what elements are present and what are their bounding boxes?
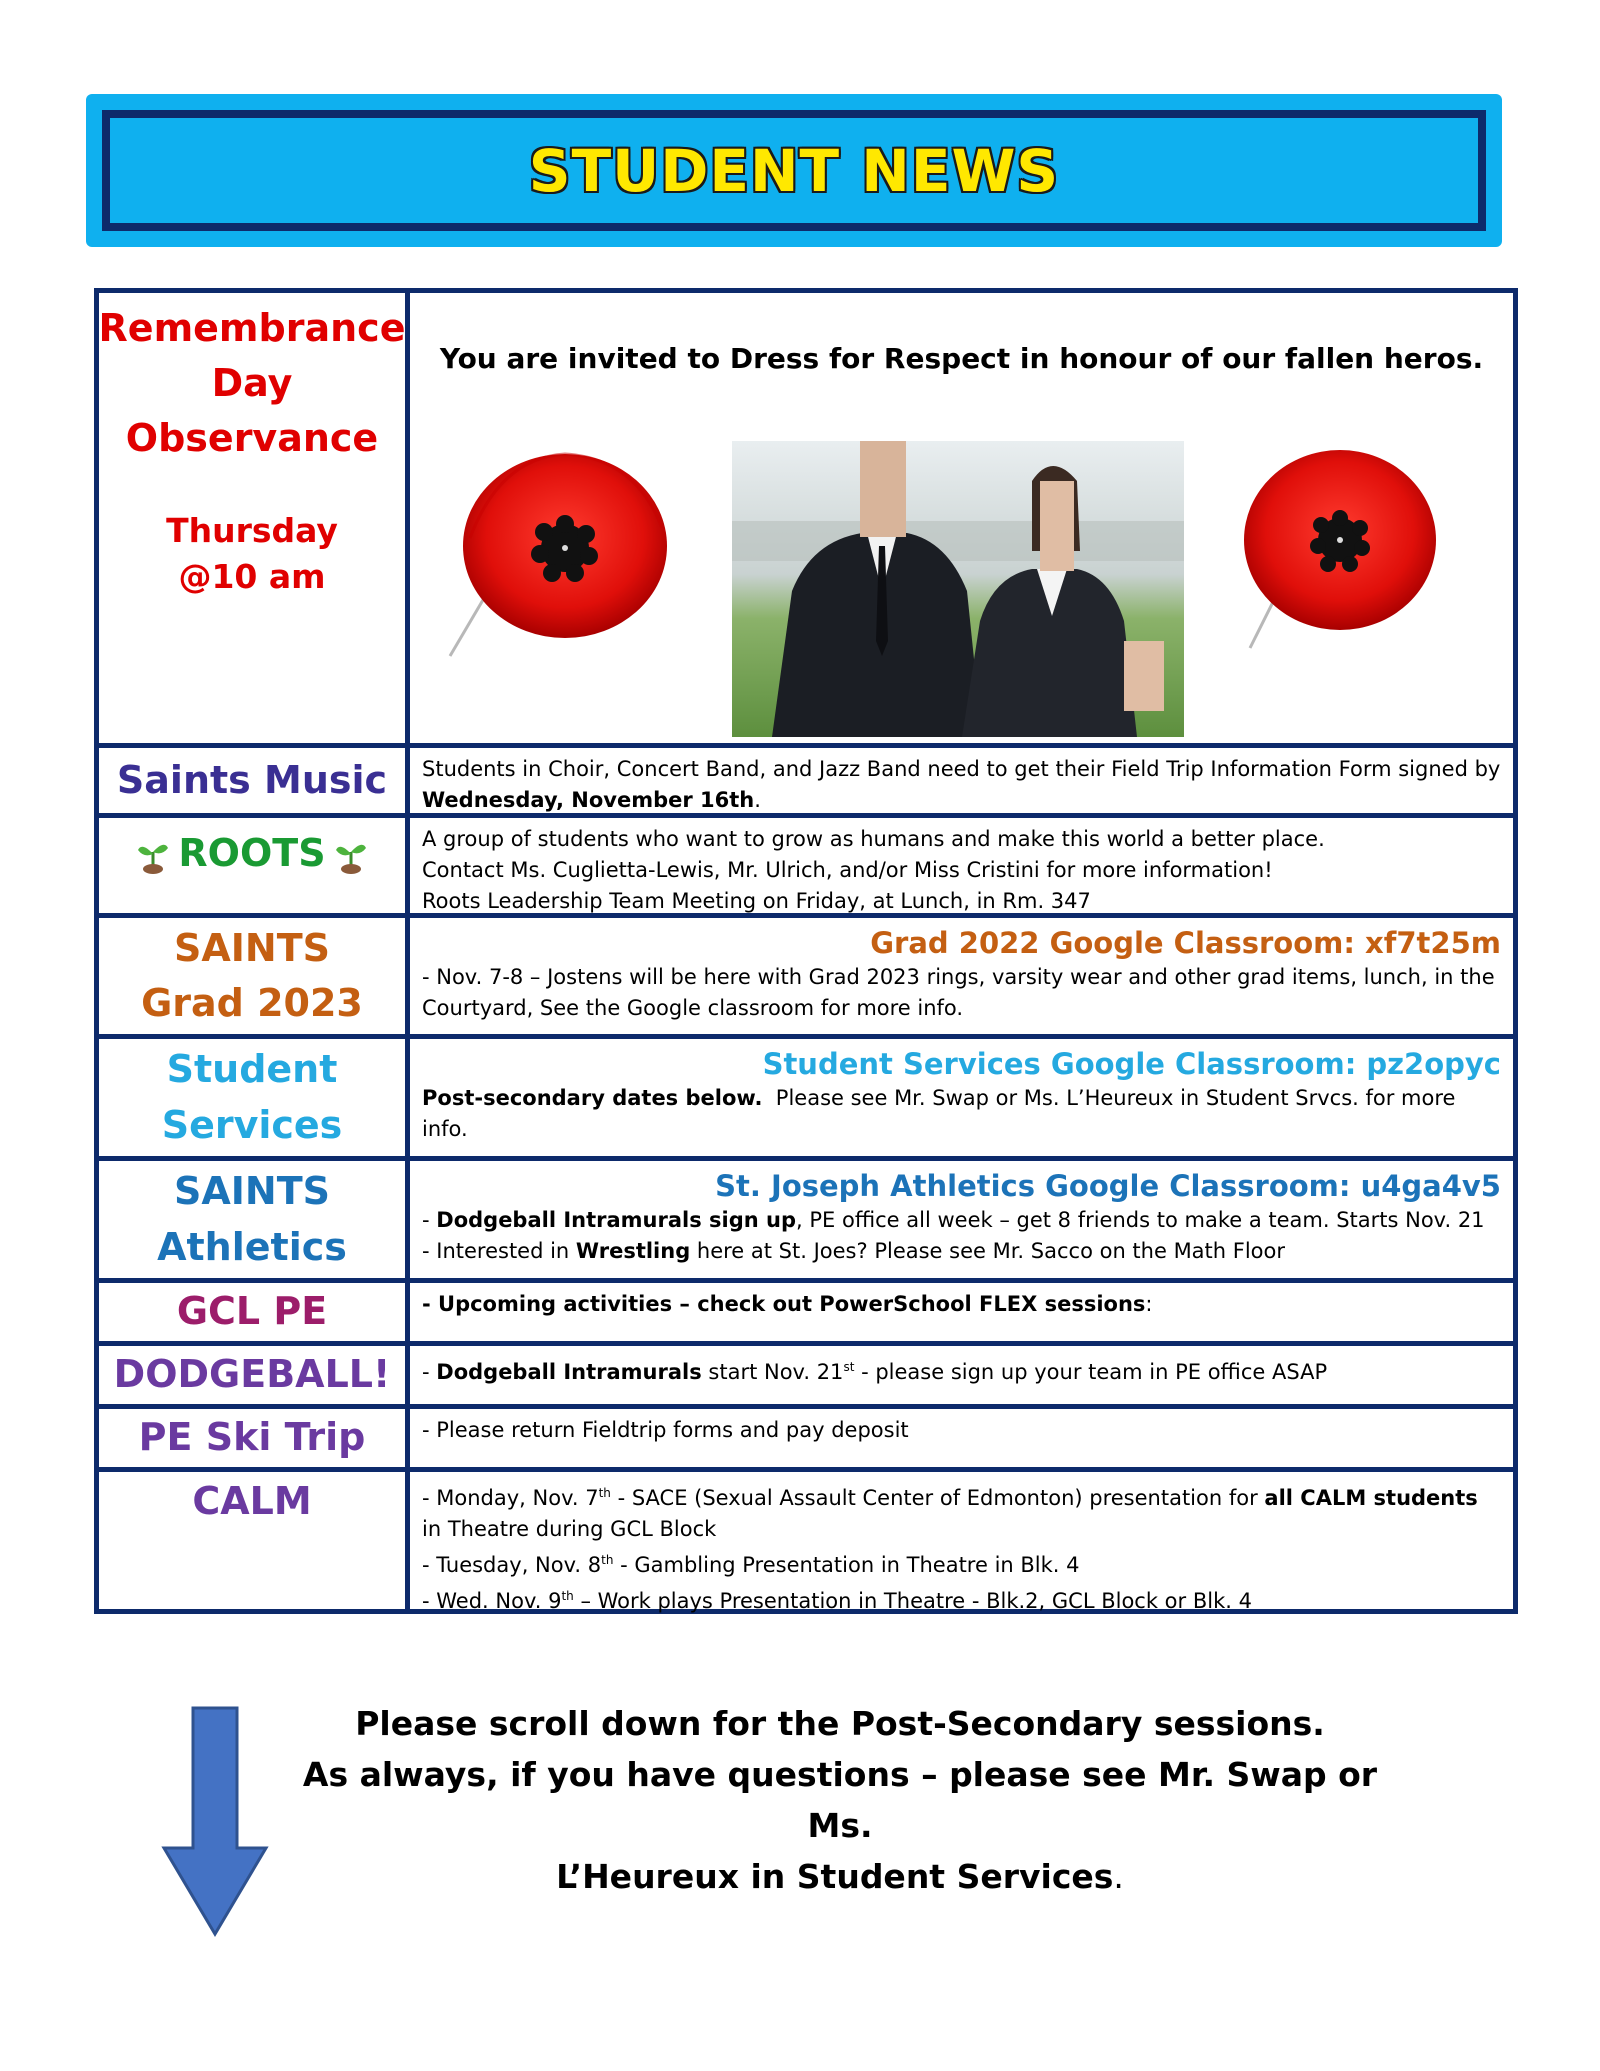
poppy-icon	[1220, 428, 1470, 678]
dodgeball-label: DODGEBALL!	[99, 1346, 410, 1404]
athletics-line-1-prefix: -	[422, 1208, 437, 1232]
row-athletics	[99, 1156, 1513, 1278]
athletics-line-2-prefix: - Interested in	[422, 1239, 576, 1263]
student-services-label-line-2: Services	[161, 1102, 343, 1147]
row-ski-trip	[99, 1404, 1513, 1467]
calm-line-1-sup: th	[598, 1486, 611, 1500]
remembrance-heading-line-2: Day	[211, 361, 293, 406]
footer-line-2: As always, if you have questions – please see Mr. Swap or Ms.	[302, 1755, 1378, 1845]
remembrance-invite: You are invited to Dress for Respect in honour of our fallen heros.	[439, 342, 1484, 375]
calm-label: CALM	[99, 1472, 410, 1609]
remembrance-content	[410, 293, 1513, 743]
saints-music-content	[410, 748, 1513, 813]
sprout-icon	[136, 838, 170, 874]
gcl-pe-label: GCL PE	[99, 1283, 410, 1341]
roots-line-3: Roots Leadership Team Meeting on Friday, at Lunch, in Rm. 347	[422, 889, 1091, 913]
grad-content	[410, 918, 1513, 1034]
grad-label	[99, 918, 410, 1034]
roots-label-text: ROOTS	[178, 831, 326, 875]
athletics-content	[410, 1161, 1513, 1278]
dodgeball-prefix: -	[422, 1360, 437, 1384]
roots-line-1: A group of students who want to grow as humans and make this world a better place.	[422, 827, 1325, 851]
saints-music-period: .	[754, 788, 761, 812]
ski-trip-content	[410, 1409, 1513, 1467]
saints-music-text: Students in Choir, Concert Band, and Jazz Band need to get their Field Trip Information Form signed by	[422, 757, 1501, 781]
student-services-text: Please see Mr. Swap or Ms. L’Heureux in Student Srvcs. for more info.	[422, 1086, 1463, 1141]
student-services-label	[99, 1039, 410, 1156]
gcl-pe-text: :	[1145, 1292, 1153, 1316]
roots-label	[99, 818, 410, 913]
saints-music-deadline: Wednesday, November 16th	[422, 788, 755, 812]
row-gcl-pe	[99, 1278, 1513, 1341]
row-roots	[99, 813, 1513, 913]
calm-line-3-text: – Work plays Presentation in Theatre - Blk.2, GCL Block or Blk. 4	[573, 1589, 1252, 1613]
athletics-line-2-text: here at St. Joes? Please see Mr. Sacco on the Math Floor	[690, 1239, 1286, 1263]
dodgeball-content	[410, 1346, 1513, 1404]
row-dodgeball	[99, 1341, 1513, 1404]
student-services-bold-text: Post-secondary dates below.	[422, 1086, 763, 1110]
calm-line-2-date: - Tuesday, Nov. 8	[422, 1553, 602, 1577]
dodgeball-bold-text: Dodgeball Intramurals	[436, 1360, 702, 1384]
ski-trip-text: - Please return Fieldtrip forms and pay deposit	[422, 1418, 909, 1442]
athletics-line-2-bold: Wrestling	[575, 1239, 691, 1263]
dodgeball-text-2: - please sign up your team in PE office ASAP	[854, 1360, 1328, 1384]
row-saints-music	[99, 743, 1513, 813]
header-banner	[86, 94, 1502, 247]
row-student-services	[99, 1034, 1513, 1156]
saints-music-label: Saints Music	[99, 748, 410, 813]
remembrance-when	[166, 506, 338, 601]
student-services-content	[410, 1039, 1513, 1156]
calm-line-1-text: - SACE (Sexual Assault Center of Edmonton) presentation for	[610, 1486, 1265, 1510]
remembrance-time: @10 am	[178, 556, 326, 596]
athletics-line-1-bold: Dodgeball Intramurals sign up	[436, 1208, 797, 1232]
remembrance-heading-line-3: Observance	[125, 416, 379, 461]
row-remembrance	[99, 293, 1513, 743]
dodgeball-text: start Nov. 21	[701, 1360, 844, 1384]
ski-trip-label: PE Ski Trip	[99, 1409, 410, 1467]
poppy-icon	[430, 428, 680, 678]
row-grad	[99, 913, 1513, 1034]
footer-message	[280, 1698, 1400, 1902]
athletics-label-line-2: Athletics	[157, 1224, 347, 1269]
calm-line-1-bold: all CALM students	[1264, 1486, 1478, 1510]
footer-period: .	[1113, 1857, 1124, 1896]
student-services-label-line-1: Student	[166, 1047, 338, 1092]
calm-line-3-date: - Wed. Nov. 9	[422, 1589, 562, 1613]
athletics-line-1-text: , PE office all week – get 8 friends to make a team. Starts Nov. 21	[796, 1208, 1485, 1232]
gcl-pe-bold-text: - Upcoming activities – check out PowerSchool FLEX sessions	[422, 1292, 1146, 1316]
grad-label-line-2: Grad 2023	[141, 981, 363, 1025]
student-services-classroom-code: Student Services Google Classroom: pz2opyc	[762, 1047, 1501, 1081]
down-arrow-icon	[160, 1706, 270, 1938]
remembrance-day: Thursday	[166, 511, 338, 551]
page-title: STUDENT NEWS	[528, 136, 1060, 205]
athletics-label	[99, 1161, 410, 1278]
footer-line-1: Please scroll down for the Post-Secondary sessions.	[355, 1704, 1325, 1743]
gcl-pe-content	[410, 1283, 1513, 1341]
calm-content	[410, 1472, 1513, 1613]
row-calm	[99, 1467, 1513, 1613]
calm-line-2-sup: th	[601, 1553, 614, 1567]
grad-text: - Nov. 7-8 – Jostens will be here with Grad 2023 rings, varsity wear and other grad items, lunch, in the Courtyard, See the Google classroom for more info.	[422, 965, 1495, 1020]
news-table	[94, 288, 1518, 1614]
athletics-label-line-1: SAINTS	[173, 1169, 330, 1214]
students-in-suits-photo	[732, 441, 1184, 737]
grad-classroom-code: Grad 2022 Google Classroom: xf7t25m	[870, 926, 1501, 960]
calm-line-3-sup: th	[561, 1589, 574, 1603]
athletics-classroom-code: St. Joseph Athletics Google Classroom: u4ga4v5	[715, 1169, 1501, 1203]
header-banner-frame	[102, 110, 1486, 231]
roots-line-2: Contact Ms. Cuglietta-Lewis, Mr. Ulrich, and/or Miss Cristini for more information!	[422, 858, 1273, 882]
calm-line-2-text: - Gambling Presentation in Theatre in Blk. 4	[613, 1553, 1080, 1577]
grad-label-line-1: SAINTS	[173, 925, 330, 970]
calm-line-1-date: - Monday, Nov. 7	[422, 1486, 599, 1510]
footer-line-3: L’Heureux in Student Services	[556, 1857, 1114, 1896]
roots-content	[410, 818, 1513, 913]
sprout-icon	[334, 838, 368, 874]
remembrance-heading-line-1: Remembrance	[98, 306, 406, 350]
calm-line-1-text-2: in Theatre during GCL Block	[422, 1517, 717, 1541]
dodgeball-sup: st	[843, 1360, 855, 1374]
remembrance-label	[99, 293, 410, 743]
